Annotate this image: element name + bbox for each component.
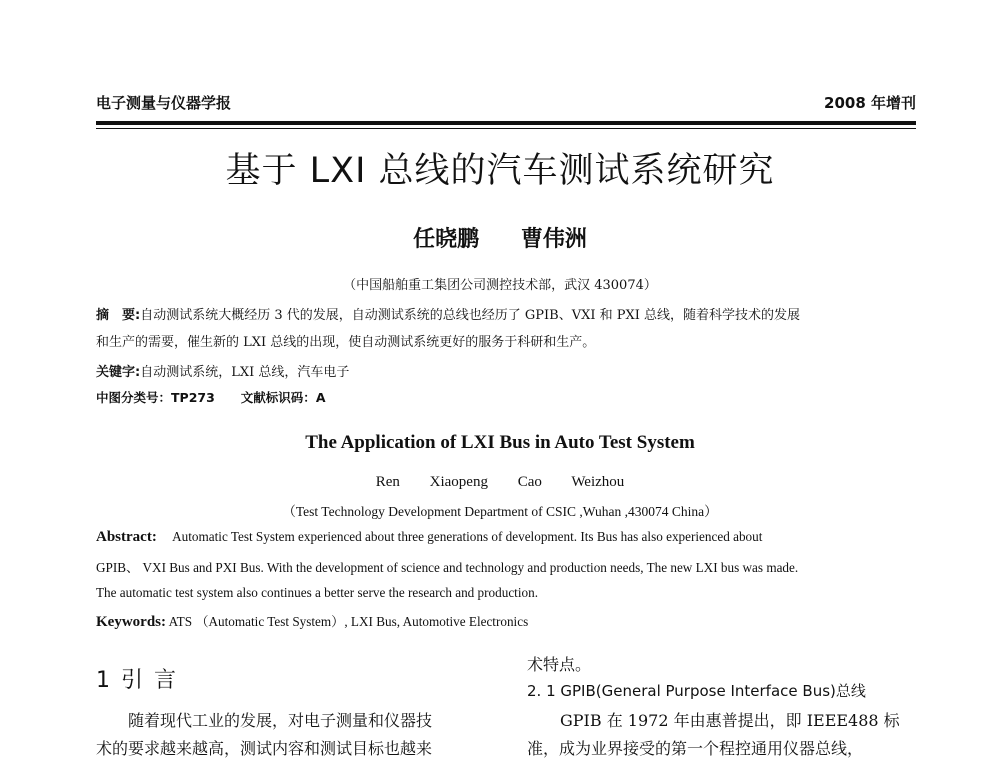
abstract-en-text-1: Automatic Test System experienced about three generations of development. Its Bus has also experienced about: [172, 529, 763, 544]
header-rule-thin: [96, 128, 916, 129]
keywords-en-text: ATS （Automatic Test System）, LXI Bus, Automotive Electronics: [168, 614, 529, 629]
authors-cn: 任晓鹏 曹伟洲: [413, 226, 587, 252]
affiliation-cn: （中国船舶重工集团公司测控技术部，武汉 430074）: [343, 278, 657, 293]
section-2-1-heading: 2. 1 GPIB(General Purpose Interface Bus)总线: [527, 682, 866, 700]
classification-line: [96, 388, 326, 406]
keywords-en-label: Keywords:: [96, 614, 166, 630]
doc-code: A: [315, 390, 326, 405]
abstract-cn-label: 摘 要:: [96, 308, 141, 323]
body-right-line-0: 术特点。: [527, 655, 592, 674]
header-rule-thick: [96, 121, 916, 125]
abstract-en-line-1: [96, 529, 916, 546]
body-left-line-2: 术的要求越来越高，测试内容和测试目标也越来: [96, 739, 433, 758]
keywords-cn-text: 自动测试系统，LXI 总线，汽车电子: [140, 365, 350, 380]
section-1-heading: 1 引 言: [96, 668, 178, 693]
keywords-en-line: [96, 611, 916, 631]
clc-code: TP273: [171, 390, 215, 405]
keywords-cn-line: [96, 361, 349, 380]
abstract-cn-text-2: 和生产的需要，催生新的 LXI 总线的出现，使自动测试系统更好的服务于科研和生产。: [96, 335, 596, 350]
authors-en: Ren Xiaopeng Cao Weizhou: [375, 474, 625, 490]
body-right-line-2: 准，成为业界接受的第一个程控通用仪器总线，: [527, 739, 864, 758]
abstract-cn-line-2: [96, 331, 595, 350]
body-right-line-1: GPIB 在 1972 年由惠普提出，即 IEEE488 标: [560, 711, 900, 730]
abstract-en-line-2: [96, 557, 916, 576]
journal-name: 电子测量与仪器学报: [96, 94, 232, 112]
abstract-cn-line-1: [96, 304, 800, 323]
affiliation-en: （Test Technology Development Department of CSIC ,Wuhan ,430074 China）: [282, 504, 718, 519]
issue-info: 2008 年增刊: [824, 94, 916, 112]
paper-title-cn: 基于 LXI 总线的汽车测试系统研究: [225, 151, 775, 191]
abstract-en-line-3: [96, 585, 916, 601]
abstract-cn-text-1: 自动测试系统大概经历 3 代的发展，自动测试系统的总线也经历了 GPIB、VXI 和 PXI 总线，随着科学技术的发展: [140, 308, 801, 323]
abstract-en-label: Abstract:: [96, 529, 157, 545]
abstract-en-text-3: The automatic test system also continues a better serve the research and production.: [96, 585, 538, 600]
abstract-en-text-2: GPIB、 VXI Bus and PXI Bus. With the development of science and technology and production needs, The new LXI bus was made.: [96, 560, 799, 575]
doc-code-label: 文献标识码：: [240, 390, 316, 405]
clc-label: 中图分类号：: [96, 390, 172, 405]
body-left-line-1: 随着现代工业的发展，对电子测量和仪器技: [128, 711, 433, 730]
paper-title-en: The Application of LXI Bus in Auto Test System: [305, 432, 695, 453]
keywords-cn-label: 关键字:: [96, 365, 141, 380]
